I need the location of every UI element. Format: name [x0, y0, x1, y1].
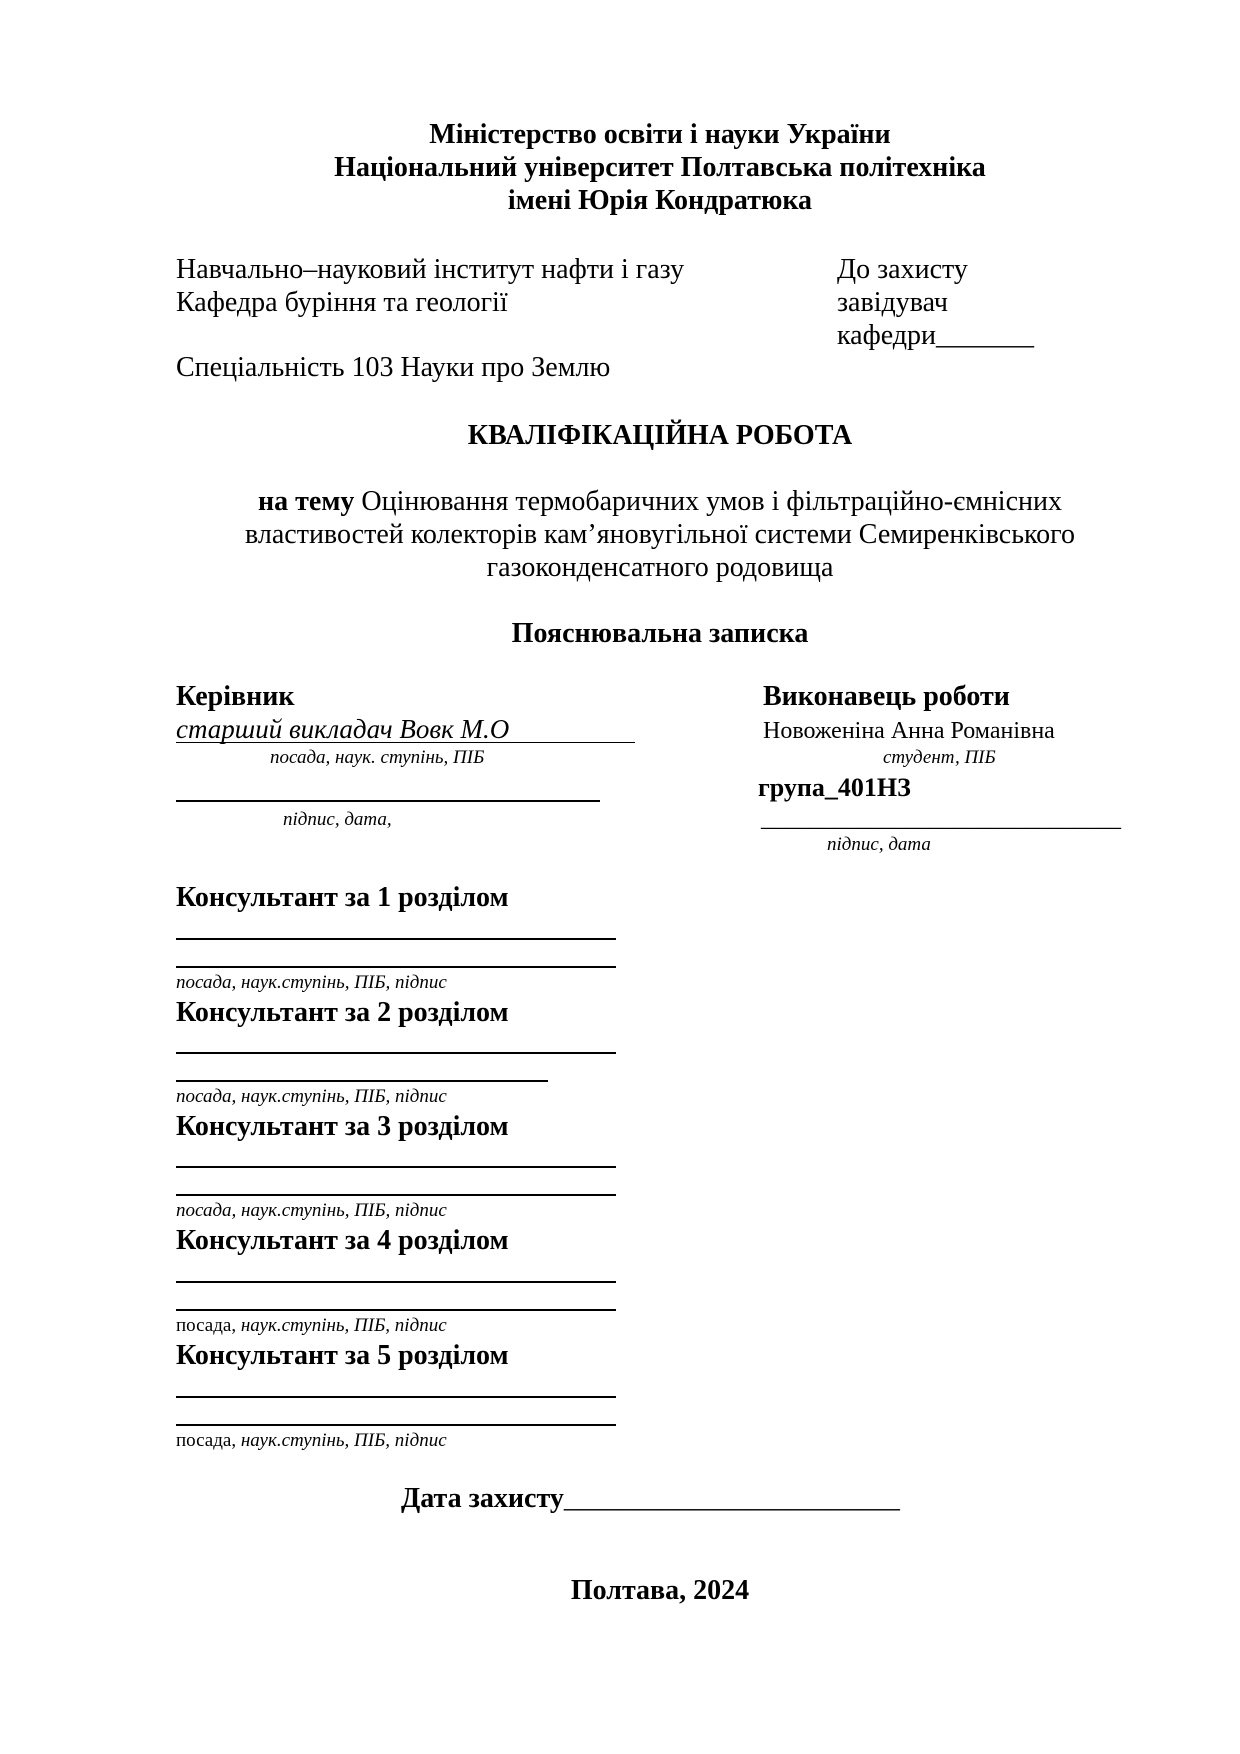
consultant-5-label: Консультант за 5 розділом — [176, 1340, 509, 1371]
approval-line-2: завідувач — [837, 287, 948, 318]
consultant-1-caption — [176, 971, 447, 995]
consultant-2-caption — [176, 1085, 447, 1109]
city-year: Полтава, 2024 — [570, 1575, 750, 1606]
consultant-5-caption — [176, 1429, 447, 1453]
consultant-4-caption-prefix: посада, — [176, 1315, 241, 1336]
topic-line-1 — [0, 485, 1240, 519]
specialty: Спеціальність 103 Науки про Землю — [176, 352, 611, 383]
consultant-5-caption-text: наук.ступінь, ПІБ, підпис — [240, 1430, 447, 1451]
executor-name: Новоженіна Анна Романівна — [763, 718, 1055, 744]
supervisor-sign-line — [176, 800, 600, 802]
supervisor-caption: посада, наук. ступінь, ПІБ — [270, 747, 485, 768]
consultant-2-line-2 — [176, 1080, 548, 1082]
supervisor-value: старший викладач Вовк М.О — [176, 714, 510, 744]
consultant-5-caption-prefix: посада, — [176, 1430, 241, 1451]
consultant-4-line-1 — [176, 1281, 616, 1283]
university-subtitle: імені Юрія Кондратюка — [507, 185, 813, 216]
consultant-5-line-1 — [176, 1396, 616, 1398]
consultant-2-label: Консультант за 2 розділом — [176, 997, 509, 1028]
approval-line-1: До захисту — [837, 254, 968, 285]
consultant-4-caption-text: наук.ступінь, ПІБ, підпис — [240, 1315, 447, 1336]
topic-line-3: газоконденсатного родовища — [486, 552, 834, 583]
defense-date-blank: ________________________ — [563, 1483, 900, 1514]
consultant-1-line-2 — [176, 966, 616, 968]
consultant-4-line-2 — [176, 1309, 616, 1311]
ministry-title: Міністерство освіти і науки України — [429, 119, 891, 150]
executor-caption: студент, ПІБ — [883, 747, 996, 768]
department-name: Кафедра буріння та геології — [176, 287, 508, 318]
work-title: КВАЛІФІКАЦІЙНА РОБОТА — [467, 420, 853, 451]
consultant-3-line-1 — [176, 1166, 616, 1168]
supervisor-sign-caption: підпис, дата, — [283, 809, 392, 830]
consultant-2-line-1 — [176, 1052, 616, 1054]
executor-group: група_401НЗ — [758, 773, 911, 802]
consultant-1-label: Консультант за 1 розділом — [176, 882, 509, 913]
executor-sign-line: ______________________________ — [761, 806, 1121, 832]
consultant-2-caption-text: посада, наук.ступінь, ПІБ, підпис — [176, 1086, 447, 1107]
consultant-3-label: Консультант за 3 розділом — [176, 1111, 509, 1142]
topic-line-2: властивостей колекторів кам’яновугільної системи Семиренківського — [245, 519, 1075, 550]
approval-line-3: кафедри_______ — [837, 320, 1035, 351]
consultant-1-caption-text: посада, наук.ступінь, ПІБ, підпис — [176, 972, 447, 993]
consultant-1-line-1 — [176, 938, 616, 940]
consultant-3-caption-text: посада, наук.ступінь, ПІБ, підпис — [176, 1200, 447, 1221]
defense-date-label: Дата захисту — [401, 1483, 564, 1514]
consultant-4-label: Консультант за 4 розділом — [176, 1225, 509, 1256]
consultant-5-line-2 — [176, 1424, 616, 1426]
consultant-4-caption — [176, 1314, 447, 1338]
topic-label: на тему — [258, 486, 355, 517]
supervisor-underline — [176, 742, 635, 743]
consultant-3-caption — [176, 1199, 447, 1223]
supervisor-label: Керівник — [176, 681, 295, 712]
institute-name: Навчально–науковий інститут нафти і газу — [176, 254, 685, 285]
consultant-3-line-2 — [176, 1194, 616, 1196]
executor-label: Виконавець роботи — [763, 681, 1010, 712]
executor-sign-caption: підпис, дата — [827, 834, 931, 855]
defense-date — [401, 1482, 900, 1516]
university-title: Національний університет Полтавська політехніка — [334, 152, 986, 183]
topic-text-1: Оцінювання термобаричних умов і фільтраційно-ємнісних — [354, 486, 1062, 517]
explanatory-note-title: Пояснювальна записка — [511, 618, 809, 649]
